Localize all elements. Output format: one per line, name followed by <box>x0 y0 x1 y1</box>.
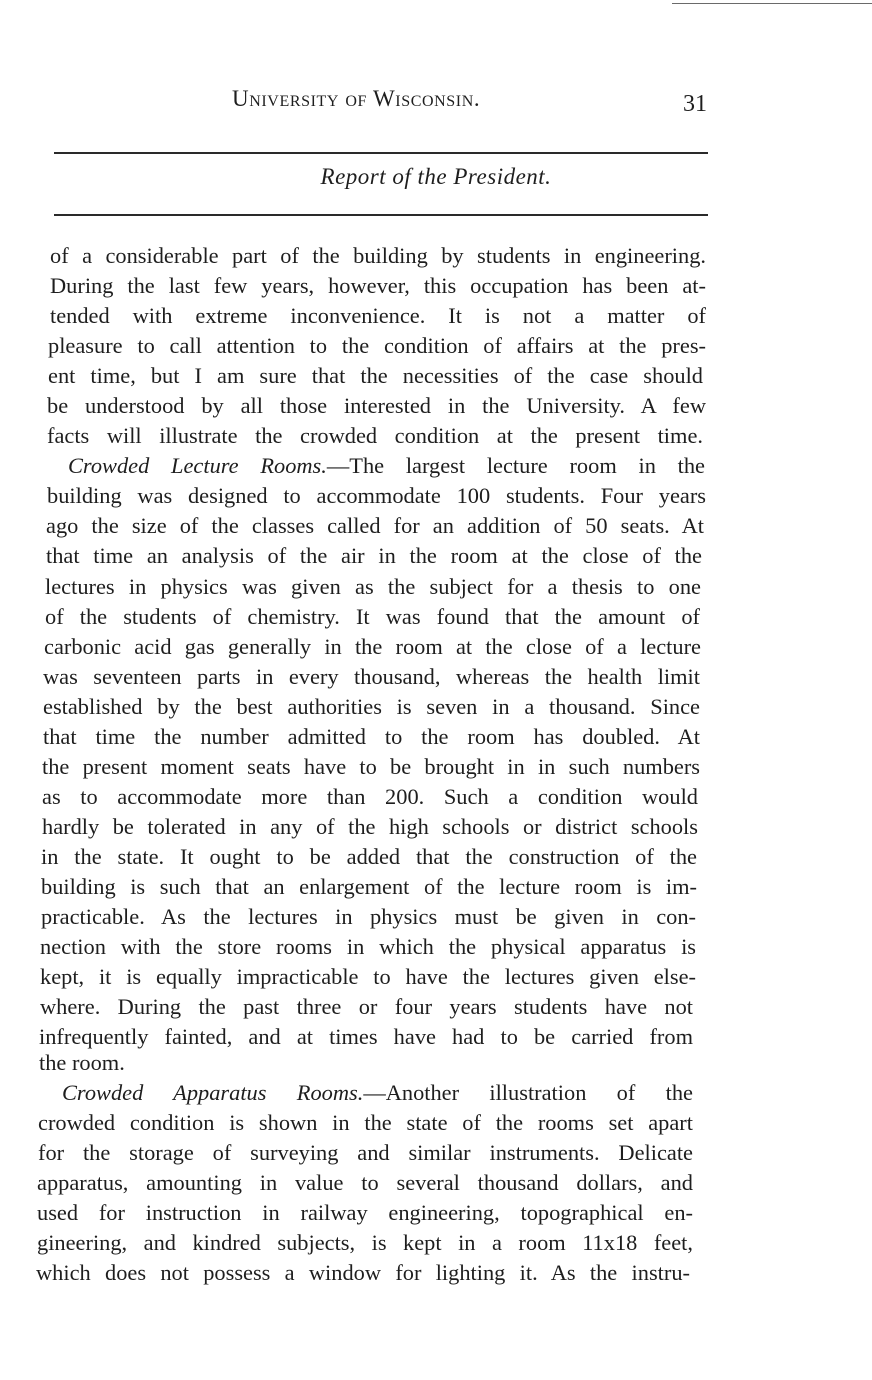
text-line <box>41 906 696 928</box>
line-text: was seventeen parts in every thousand, whereas the health limit <box>43 664 700 689</box>
text-line <box>50 275 706 297</box>
line-text: as to accommodate more than 200. Such a condition would <box>42 784 698 809</box>
text-line <box>37 1232 693 1254</box>
top-edge-rule <box>672 3 872 4</box>
text-line <box>50 305 706 327</box>
page-number: 31 <box>683 91 707 117</box>
text-line <box>47 395 706 417</box>
line-text: practicable. As the lectures in physics must be given in con- <box>41 904 696 929</box>
text-line <box>39 1026 693 1048</box>
line-text: used for instruction in railway engineering, topographical en- <box>37 1200 693 1225</box>
text-line <box>38 1142 693 1164</box>
paragraph-heading: Crowded Lecture Rooms. <box>68 453 327 478</box>
text-line <box>43 666 700 688</box>
text-line <box>48 335 706 357</box>
section-title: Report of the President. <box>320 164 552 189</box>
text-line <box>45 576 701 598</box>
text-line <box>50 245 706 267</box>
line-text: building was designed to accommodate 100 students. Four years <box>47 483 706 508</box>
line-text: ent time, but I am sure that the necessities of the case should <box>48 363 703 388</box>
text-line <box>47 485 706 507</box>
line-text: be understood by all those interested in the University. A few <box>47 393 706 418</box>
line-text: established by the best authorities is seven in a thousand. Since <box>43 694 700 719</box>
text-line <box>38 1112 693 1134</box>
text-line <box>41 876 697 898</box>
line-text: During the last few years, however, this occupation has been at- <box>50 273 706 298</box>
text-line <box>37 1202 693 1224</box>
line-text: where. During the past three or four years students have not <box>40 994 693 1019</box>
text-line <box>42 816 698 838</box>
line-text: —The largest lecture room in the <box>326 453 705 478</box>
text-line <box>62 1082 693 1104</box>
header-rule-bottom <box>54 214 708 216</box>
line-text: —Another illustration of the <box>363 1080 693 1105</box>
text-line <box>36 1262 690 1284</box>
line-text: tended with extreme inconvenience. It is not a matter of <box>50 303 706 328</box>
header-rule-top <box>54 152 708 154</box>
text-line <box>43 696 700 718</box>
line-text: for the storage of surveying and similar instruments. Delicate <box>38 1140 693 1165</box>
line-text: infrequently fainted, and at times have had to be carried from <box>39 1024 693 1049</box>
line-text: of the students of chemistry. It was found that the amount of <box>45 604 700 629</box>
line-text: that time an analysis of the air in the room at the close of the <box>46 543 702 568</box>
line-text: the room. <box>39 1050 125 1075</box>
text-line <box>41 846 697 868</box>
text-line <box>46 515 704 537</box>
line-text: that time the number admitted to the room has doubled. At <box>43 724 700 749</box>
running-head-text: University of Wisconsin. <box>232 86 481 111</box>
line-text: of a considerable part of the building by students in engineering. <box>50 243 706 268</box>
line-text: in the state. It ought to be added that the construction of the <box>41 844 697 869</box>
text-line <box>40 936 696 958</box>
text-line <box>47 425 703 447</box>
line-text: lectures in physics was given as the subject for a thesis to one <box>45 574 701 599</box>
line-text: hardly be tolerated in any of the high schools or district schools <box>42 814 698 839</box>
text-line <box>39 1052 125 1074</box>
paragraph-heading: Crowded Apparatus Rooms. <box>62 1080 364 1105</box>
text-line <box>37 1172 693 1194</box>
line-text: carbonic acid gas generally in the room at the close of a lecture <box>44 634 701 659</box>
line-text: gineering, and kindred subjects, is kept in a room 11x18 feet, <box>37 1230 693 1255</box>
line-text: which does not possess a window for lighting it. As the instru- <box>36 1260 690 1285</box>
text-line <box>68 455 705 477</box>
line-text: nection with the store rooms in which the physical apparatus is <box>40 934 696 959</box>
line-text: ago the size of the classes called for an addition of 50 seats. At <box>46 513 704 538</box>
line-text: kept, it is equally impracticable to have the lectures given else- <box>40 964 696 989</box>
line-text: the present moment seats have to be brought in in such numbers <box>42 754 700 779</box>
text-line <box>44 636 701 658</box>
text-line <box>45 606 700 628</box>
line-text: apparatus, amounting in value to several thousand dollars, and <box>37 1170 693 1195</box>
text-line <box>43 726 700 748</box>
text-line <box>48 365 703 387</box>
line-text: facts will illustrate the crowded condition at the present time. <box>47 423 703 448</box>
line-text: crowded condition is shown in the state of the rooms set apart <box>38 1110 693 1135</box>
line-text: building is such that an enlargement of the lecture room is im- <box>41 874 697 899</box>
text-line <box>42 756 700 778</box>
text-line <box>42 786 698 808</box>
line-text: pleasure to call attention to the condition of affairs at the pres- <box>48 333 706 358</box>
running-head <box>232 86 480 112</box>
text-line <box>46 545 702 567</box>
text-line <box>40 996 693 1018</box>
text-line <box>40 966 696 988</box>
